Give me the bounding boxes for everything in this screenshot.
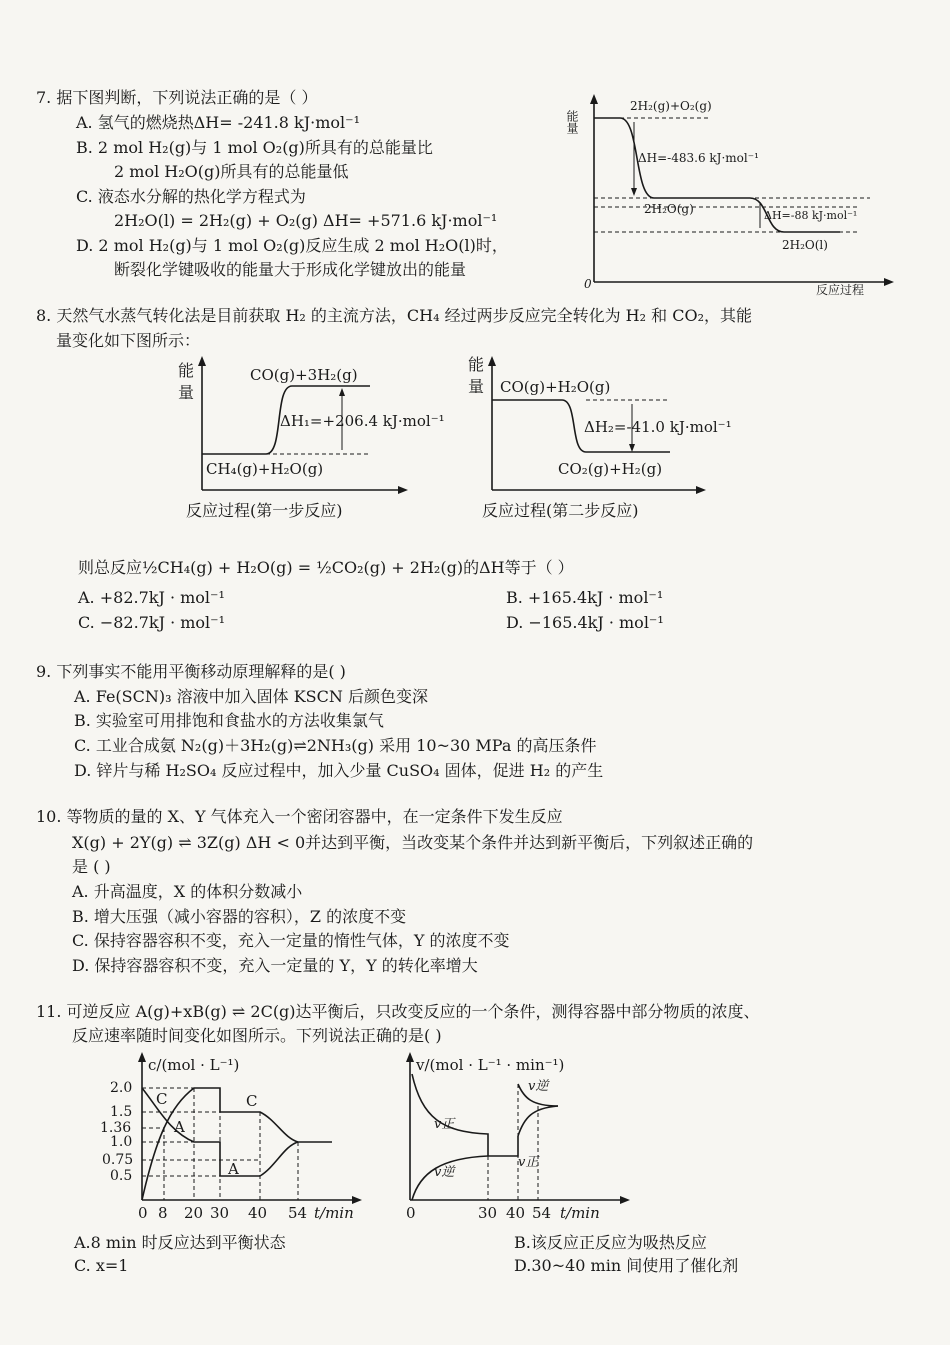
q9-option-c: C. 工业合成氨 N₂(g)＋3H₂(g)⇌2NH₃(g) 采用 10~30 MPa 的高压条件 (74, 736, 597, 755)
q8-fig1-dh-arrowhead (339, 388, 345, 396)
q7-option-d-line2: 断裂化学键吸收的能量大于形成化学键放出的能量 (114, 260, 467, 279)
q11-fig2-xunit: t/min (560, 1204, 600, 1222)
q10-stem-line2: X(g) + 2Y(g) ⇌ 3Z(g) ΔH < 0并达到平衡，当改变某个条件并达到新平衡后，下列叙述正确的 (72, 833, 754, 852)
q8-fig2-ylabel-2: 量 (468, 377, 485, 396)
q8-fig1-x-arrow (398, 486, 408, 494)
q8-fig2-top: CO(g)+H₂O(g) (500, 378, 611, 396)
q11-fig2-ylabel: v/(mol · L⁻¹ · min⁻¹) (416, 1056, 565, 1074)
q7-ylabel: 能量 (565, 110, 579, 134)
q11-fig1-xtick-0: 0 (138, 1204, 148, 1222)
q11-fig1-x-arrow (352, 1196, 362, 1204)
q11-fig1-label-c2: C (246, 1092, 258, 1110)
q7-energy-diagram (565, 92, 900, 297)
q7-option-c-line1: C. 液态水分解的热化学方程式为 (76, 187, 306, 206)
q11-fig2-xtick-54: 54 (532, 1204, 552, 1222)
q11-fig1-ytick-0.5: 0.5 (110, 1168, 133, 1184)
q11-fig1-xtick-30: 30 (210, 1204, 230, 1222)
q7-option-a: A. 氢气的燃烧热ΔH= -241.8 kJ·mol⁻¹ (76, 113, 361, 132)
q7-origin: 0 (584, 277, 592, 291)
q8-option-b: B. +165.4kJ · mol⁻¹ (506, 588, 664, 607)
q11-fig1-label-a1: A (174, 1118, 185, 1136)
q11-fig2-xtick-0: 0 (406, 1204, 416, 1222)
q8-fig1-bottom: CH₄(g)+H₂O(g) (206, 460, 324, 478)
q11-fig2-label-vzheng1: v正 (434, 1117, 455, 1132)
q8-fig1-y-arrow (198, 356, 206, 366)
q10-option-d: D. 保持容器容积不变，充入一定量的 Y，Y 的转化率增大 (72, 956, 478, 975)
q11-fig2-x-arrow (620, 1196, 630, 1204)
q10-option-b: B. 增大压强（减小容器的容积），Z 的浓度不变 (72, 907, 407, 926)
q7-dh1-label: ΔH=-483.6 kJ·mol⁻¹ (638, 151, 759, 165)
q7-y-arrow (590, 94, 598, 104)
q11-fig1-xunit: t/min (314, 1204, 354, 1222)
q11-fig1-label-c1: C (156, 1090, 168, 1108)
q11-fig1-ytick-1.0: 1.0 (110, 1134, 133, 1150)
q7-top-label: 2H₂(g)+O₂(g) (630, 99, 712, 113)
q8-diagram-step1 (170, 350, 470, 528)
q11-fig1-xtick-8: 8 (158, 1204, 168, 1222)
q8-option-c: C. −82.7kJ · mol⁻¹ (78, 613, 226, 632)
q11-fig1-ylabel: c/(mol · L⁻¹) (148, 1056, 240, 1074)
q11-fig1-y-arrow (138, 1052, 146, 1062)
q8-fig1-dh: ΔH₁=+206.4 kJ·mol⁻¹ (280, 412, 445, 430)
q10-stem-line1: 10. 等物质的量的 X、Y 气体充入一个密闭容器中，在一定条件下发生反应 (36, 807, 563, 826)
q9-option-d: D. 锌片与稀 H₂SO₄ 反应过程中，加入少量 CuSO₄ 固体，促进 H₂ 的产生 (74, 761, 604, 780)
q7-xlabel: 反应过程 (816, 283, 865, 297)
q11-fig1-ytick-1.36: 1.36 (100, 1120, 132, 1136)
q10-option-c: C. 保持容器容积不变，充入一定量的惰性气体，Y 的浓度不变 (72, 931, 510, 950)
q7-option-b-line2: 2 mol H₂O(g)所具有的总能量低 (114, 162, 349, 181)
q11-fig1-ytick-0.75: 0.75 (102, 1152, 134, 1168)
q8-fig1-xlabel: 反应过程(第一步反应) (186, 501, 343, 520)
q11-fig1-label-a2: A (228, 1160, 239, 1178)
q7-x-arrow (884, 278, 894, 286)
q8-fig2-xlabel: 反应过程(第二步反应) (482, 501, 639, 520)
q8-fig1-ylabel-1: 能 (178, 361, 195, 380)
q8-fig2-x-arrow (696, 486, 706, 494)
q11-concentration-graph (100, 1048, 370, 1228)
q11-fig1-ytick-1.5: 1.5 (110, 1104, 133, 1120)
q11-fig2-y-arrow (406, 1052, 414, 1062)
q9-option-a: A. Fe(SCN)₃ 溶液中加入固体 KSCN 后颜色变深 (74, 687, 428, 706)
q11-fig2-xtick-40: 40 (506, 1204, 526, 1222)
q9-stem: 9. 下列事实不能用平衡移动原理解释的是( ) (36, 662, 346, 681)
q11-rate-graph (398, 1048, 638, 1228)
q11-fig2-label-vni2: v逆 (528, 1079, 549, 1094)
q11-fig2-label-vni1: v逆 (434, 1165, 455, 1180)
q7-bottom-label: 2H₂O(l) (782, 238, 828, 252)
q11-fig1-xtick-20: 20 (184, 1204, 204, 1222)
q11-fig2-vni-curve (412, 1136, 518, 1200)
q11-option-d: D.30~40 min 间使用了催化剂 (514, 1256, 739, 1275)
q11-option-c: C. x=1 (74, 1256, 129, 1275)
q8-fig1-ylabel-2: 量 (178, 383, 195, 402)
q7-stem: 7. 据下图判断，下列说法正确的是（ ） (36, 88, 318, 107)
q10-stem-line3: 是 ( ) (72, 857, 111, 876)
q8-stem-line2: 量变化如下图所示： (56, 331, 201, 350)
q11-stem-line1: 11. 可逆反应 A(g)+xB(g) ⇌ 2C(g)达平衡后，只改变反应的一个条件，测得容器中部分物质的浓度、 (36, 1002, 760, 1021)
q7-option-b-line1: B. 2 mol H₂(g)与 1 mol O₂(g)所具有的总能量比 (76, 138, 433, 157)
q11-fig1-curve-c (142, 1088, 332, 1200)
q9-option-b: B. 实验室可用排饱和食盐水的方法收集氯气 (74, 711, 384, 730)
q7-dh1-arrowhead (631, 188, 637, 196)
q7-option-c-line2: 2H₂O(l) = 2H₂(g) + O₂(g) ΔH= +571.6 kJ·mol⁻¹ (114, 211, 498, 230)
q8-fig2-y-arrow (488, 356, 496, 366)
q11-fig1-ytick-2.0: 2.0 (110, 1080, 133, 1096)
q8-ask: 则总反应½CH₄(g) + H₂O(g) = ½CO₂(g) + 2H₂(g)的ΔH等于（ ） (78, 558, 574, 577)
q10-option-a: A. 升高温度，X 的体积分数减小 (72, 882, 303, 901)
q11-fig2-vzheng-curve (412, 1074, 488, 1156)
q11-option-a: A.8 min 时反应达到平衡状态 (74, 1233, 286, 1252)
q7-dh2-label: ΔH=-88 kJ·mol⁻¹ (764, 209, 858, 222)
q8-fig2-bottom: CO₂(g)+H₂(g) (558, 460, 663, 478)
q7-mid-label: 2H₂O(g) (644, 202, 694, 216)
q8-fig2-dh: ΔH₂=-41.0 kJ·mol⁻¹ (584, 418, 732, 436)
q8-fig2-ylabel-1: 能 (468, 355, 485, 374)
q11-fig1-xtick-54: 54 (288, 1204, 308, 1222)
q8-diagram-step2 (460, 350, 780, 528)
q8-stem-line1: 8. 天然气水蒸气转化法是目前获取 H₂ 的主流方法，CH₄ 经过两步反应完全转化为 H₂ 和 CO₂，其能 (36, 306, 752, 325)
q11-fig1-xtick-40: 40 (248, 1204, 268, 1222)
q7-option-d-line1: D. 2 mol H₂(g)与 1 mol O₂(g)反应生成 2 mol H₂O(l)时， (76, 236, 508, 255)
q11-option-b: B.该反应正反应为吸热反应 (514, 1233, 707, 1252)
q11-fig2-xtick-30: 30 (478, 1204, 498, 1222)
q8-fig1-top: CO(g)+3H₂(g) (250, 366, 358, 384)
q8-option-d: D. −165.4kJ · mol⁻¹ (506, 613, 664, 632)
q11-fig2-label-vzheng2: v正 (518, 1155, 539, 1170)
q11-stem-line2: 反应速率随时间变化如图所示。下列说法正确的是( ) (72, 1026, 442, 1045)
q8-fig2-dh-arrowhead (629, 444, 635, 452)
q8-option-a: A. +82.7kJ · mol⁻¹ (78, 588, 225, 607)
